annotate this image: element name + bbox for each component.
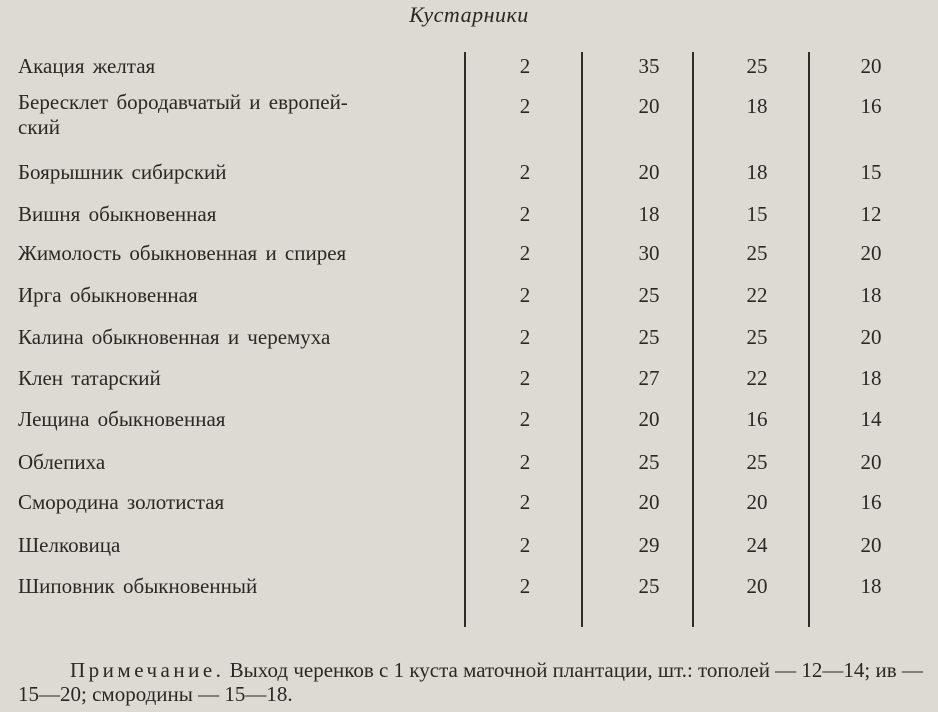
table-row xyxy=(0,366,938,410)
cell-col1: 2 xyxy=(519,94,531,118)
cell-col3: 20 xyxy=(746,490,768,514)
table-row xyxy=(0,283,938,327)
cell-col3: 22 xyxy=(746,283,768,307)
cell-col2: 20 xyxy=(638,94,660,118)
cell-col3: 25 xyxy=(746,325,768,349)
cell-col1: 2 xyxy=(519,407,531,431)
row-name: Ирга обыкновенная xyxy=(18,283,198,307)
table-row xyxy=(0,160,938,204)
cell-col4: 20 xyxy=(860,325,882,349)
cell-col3: 20 xyxy=(746,574,768,598)
footnote xyxy=(18,658,923,706)
cell-col2: 18 xyxy=(638,202,660,226)
cell-col2: 25 xyxy=(638,325,660,349)
cell-col4: 20 xyxy=(860,54,882,78)
cell-col3: 16 xyxy=(746,407,768,431)
footnote-text: Выход черенков с 1 куста маточной плантации, шт.: тополей — 12—14; ив — 15—20; смородины — 15—18. xyxy=(18,658,923,706)
cell-col3: 25 xyxy=(746,241,768,265)
cell-col1: 2 xyxy=(519,202,531,226)
cell-col1: 2 xyxy=(519,533,531,557)
row-name: Акация желтая xyxy=(18,54,156,78)
cell-col3: 24 xyxy=(746,533,768,557)
table-row xyxy=(0,574,938,618)
cell-col1: 2 xyxy=(519,160,531,184)
table-row xyxy=(0,325,938,369)
cell-col4: 20 xyxy=(860,533,882,557)
cell-col1: 2 xyxy=(519,490,531,514)
row-name: Боярышник сибирский xyxy=(18,160,227,184)
table-row xyxy=(0,407,938,451)
cell-col2: 35 xyxy=(638,54,660,78)
row-name: Шиповник обыкновенный xyxy=(18,574,258,598)
cell-col3: 25 xyxy=(746,450,768,474)
cell-col3: 18 xyxy=(746,160,768,184)
cell-col4: 14 xyxy=(860,407,882,431)
cell-col2: 25 xyxy=(638,450,660,474)
cell-col4: 18 xyxy=(860,366,882,390)
cell-col2: 25 xyxy=(638,574,660,598)
cell-col4: 20 xyxy=(860,450,882,474)
table-row xyxy=(0,241,938,285)
cell-col2: 20 xyxy=(638,407,660,431)
cell-col1: 2 xyxy=(519,450,531,474)
cell-col4: 15 xyxy=(860,160,882,184)
cell-col3: 22 xyxy=(746,366,768,390)
cell-col4: 20 xyxy=(860,241,882,265)
cell-col1: 2 xyxy=(519,54,531,78)
table-row xyxy=(0,533,938,577)
row-name: Шелковица xyxy=(18,533,121,557)
row-name: Бересклет бородавчатый и европей- xyxy=(18,90,348,114)
cell-col2: 29 xyxy=(638,533,660,557)
cell-col1: 2 xyxy=(519,283,531,307)
table-row xyxy=(0,90,938,146)
cell-col3: 18 xyxy=(746,94,768,118)
row-name: Клен татарский xyxy=(18,366,161,390)
table-row xyxy=(0,202,938,246)
cell-col3: 15 xyxy=(746,202,768,226)
row-name: Вишня обыкновенная xyxy=(18,202,217,226)
cell-col4: 12 xyxy=(860,202,882,226)
cell-col4: 16 xyxy=(860,94,882,118)
row-name: Лещина обыкновенная xyxy=(18,407,226,431)
row-name-continuation: ский xyxy=(18,115,60,139)
cell-col3: 25 xyxy=(746,54,768,78)
cell-col4: 16 xyxy=(860,490,882,514)
row-name: Жимолость обыкновенная и спирея xyxy=(18,241,347,265)
row-name: Смородина золотистая xyxy=(18,490,225,514)
row-name: Облепиха xyxy=(18,450,106,474)
cell-col1: 2 xyxy=(519,366,531,390)
cell-col2: 25 xyxy=(638,283,660,307)
footnote-label: Примечание. xyxy=(70,658,225,682)
cell-col1: 2 xyxy=(519,574,531,598)
table-row xyxy=(0,450,938,494)
cell-col2: 30 xyxy=(638,241,660,265)
cell-col4: 18 xyxy=(860,574,882,598)
cell-col1: 2 xyxy=(519,325,531,349)
section-title: Кустарники xyxy=(409,2,529,27)
cell-col2: 27 xyxy=(638,366,660,390)
table-row xyxy=(0,490,938,534)
cell-col1: 2 xyxy=(519,241,531,265)
cell-col2: 20 xyxy=(638,490,660,514)
cell-col4: 18 xyxy=(860,283,882,307)
row-name: Калина обыкновенная и черемуха xyxy=(18,325,331,349)
cell-col2: 20 xyxy=(638,160,660,184)
